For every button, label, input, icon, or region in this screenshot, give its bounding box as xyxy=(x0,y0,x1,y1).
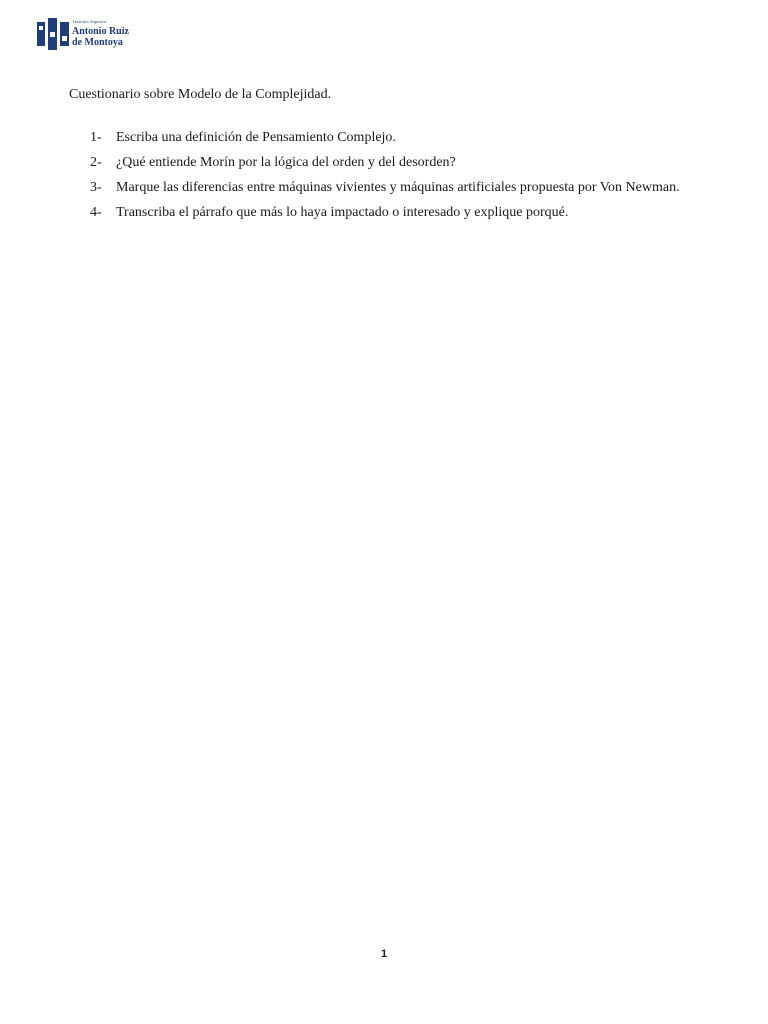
question-item xyxy=(90,175,698,200)
logo-small-line: Instituto Superior xyxy=(73,19,107,25)
question-number: 1- xyxy=(90,130,102,145)
question-text: Escriba una definición de Pensamiento Complejo. xyxy=(116,130,396,145)
question-item xyxy=(90,125,698,150)
question-text: Transcriba el párrafo que más lo haya impactado o interesado y explique porqué. xyxy=(116,205,569,220)
question-text: ¿Qué entiende Morín por la lógica del orden y del desorden? xyxy=(116,155,456,170)
question-number: 2- xyxy=(90,155,102,170)
question-item xyxy=(90,150,698,175)
logo-line-2: de Montoya xyxy=(72,36,123,48)
institution-logo xyxy=(37,18,129,50)
institution-logo-icon xyxy=(37,18,70,50)
question-number: 3- xyxy=(90,180,102,195)
question-list xyxy=(90,125,698,225)
document-title: Cuestionario sobre Modelo de la Complejidad. xyxy=(69,87,332,102)
institution-logo-text xyxy=(72,20,129,48)
page-number: 1 xyxy=(380,948,388,960)
question-text: Marque las diferencias entre máquinas vivientes y máquinas artificiales propuesta por Von Newman. xyxy=(116,180,680,195)
logo-line-1: Antonio Ruiz xyxy=(72,25,129,37)
question-item xyxy=(90,200,698,225)
question-number: 4- xyxy=(90,205,102,220)
